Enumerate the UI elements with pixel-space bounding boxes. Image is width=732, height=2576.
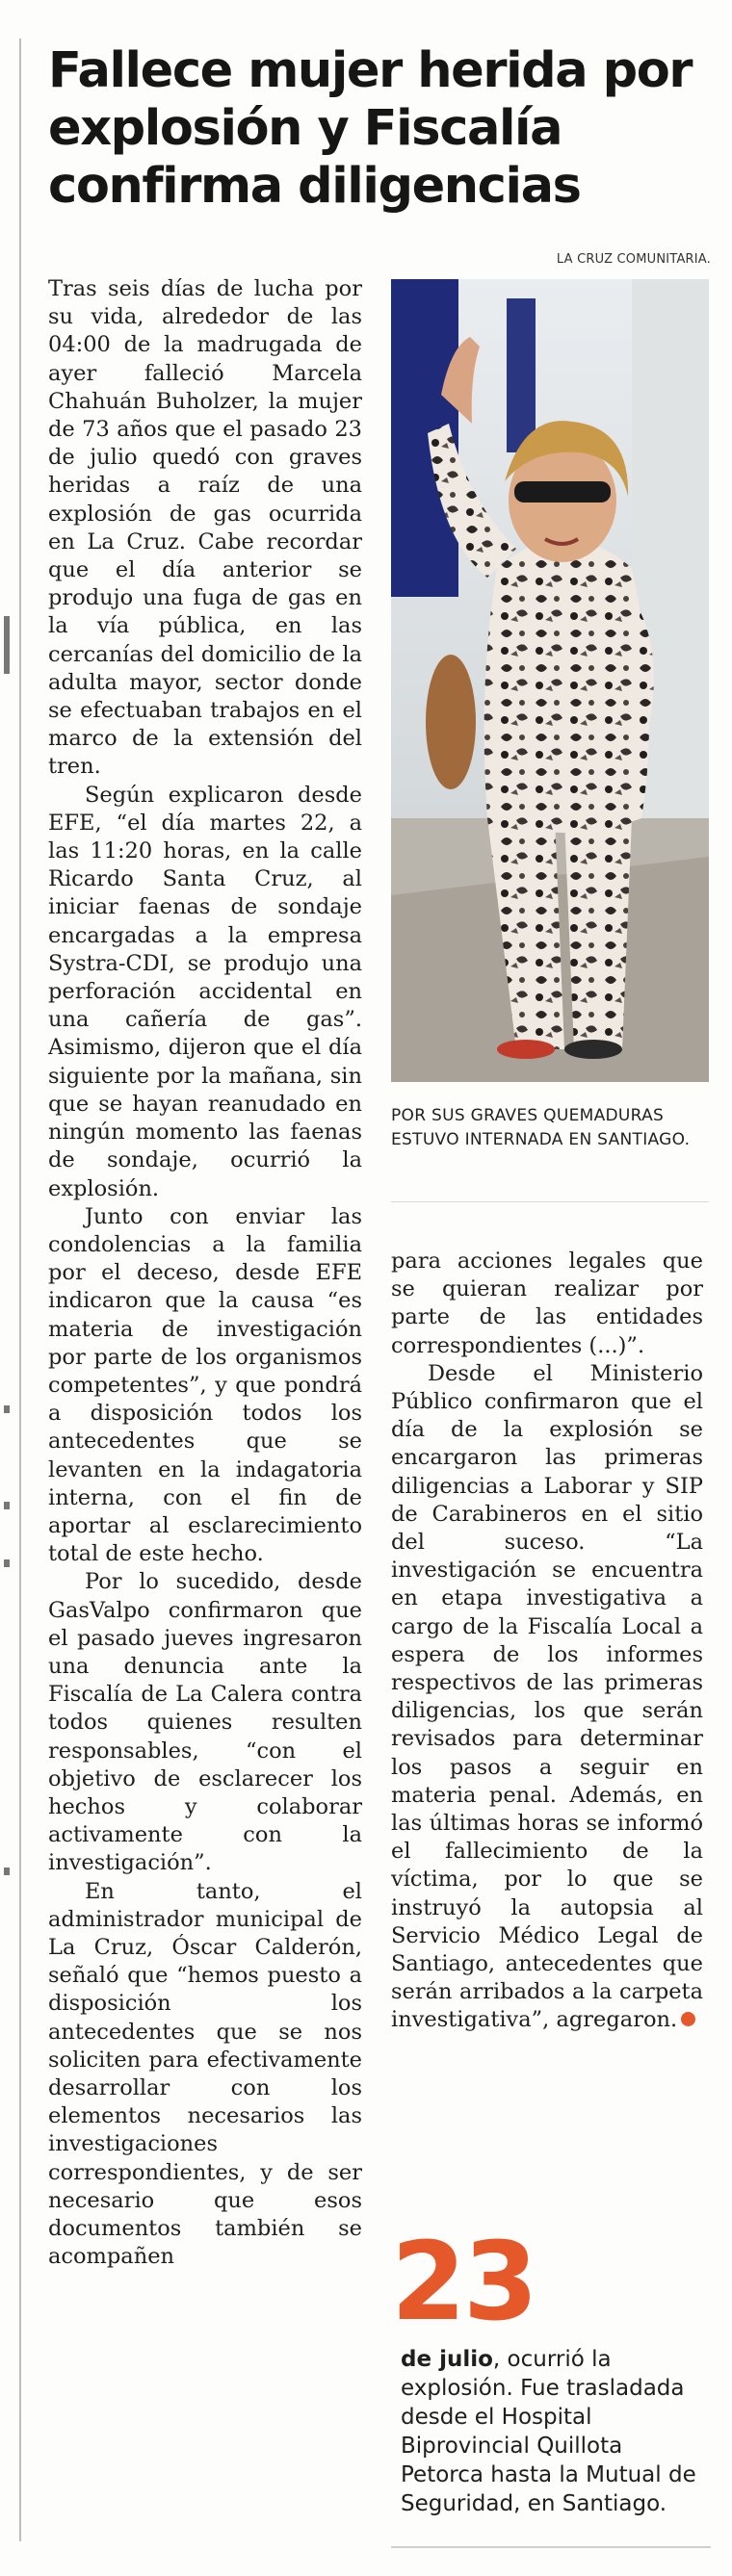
factbox-lead: de julio: [401, 2347, 493, 2372]
article-column-left: [48, 275, 362, 2271]
photo-credit: LA CRUZ COMUNITARIA.: [556, 252, 711, 267]
paragraph-3: Junto con enviar las condolencias a la familia por el deceso, desde EFE indicaron que la causa “es materia de investigación por parte de los organismos competentes”, y que pondrá a disposición todos los antecedentes que se levanten en la indagatoria interna, con el fin de aportar al esclarecimiento total de este hecho.: [48, 1203, 362, 1567]
paragraph-1: Tras seis días de lucha por su vida, alrededor de las 04:00 de la madrugada de ayer falleció Marcela Chahuán Buholzer, la mujer de 73 años que el pasado 23 de julio quedó con graves heridas a raíz de una explosión de gas ocurrida en La Cruz. Cabe recordar que el día anterior se produjo una fuga de gas en la vía pública, en las cercanías del domicilio de la adulta mayor, sector donde se efectuaban trabajos en el marco de la extensión del tren.: [48, 276, 362, 780]
adjacent-article-fragment: [4, 1405, 10, 1413]
paragraph-6-text: Desde el Ministerio Público confirmaron que el día de la explosión se encargaron las primeras diligencias a Laborar y SIP de Carabineros en el sitio del suceso. “La investigación se encuentra en etapa investigativa a cargo de la Fiscalía Local a espera de los informes respectivos de las primeras diligencias, los que serán revisados para determinar los pasos a seguir en materia penal. Además, en las últimas horas se informó el fallecimiento de la víctima, por lo que se instruyó la autopsia al Servicio Médico Legal de Santiago, antecedentes que serán arribados a la carpeta investigativa”, agregaron.: [391, 1360, 703, 2033]
adjacent-article-fragment: [4, 1868, 10, 1875]
photo-caption: POR SUS GRAVES QUEMADURAS ESTUVO INTERNADA EN SANTIAGO.: [391, 1106, 691, 1149]
orange-dot-end-icon: [681, 2012, 695, 2026]
adjacent-article-fragment: [4, 616, 10, 674]
adjacent-article-fragment: [4, 1502, 10, 1509]
article-photo: [391, 279, 709, 1082]
paragraph-5-continued: para acciones legales que se quieran realizar por parte de las entidades correspondientes (...)”.: [391, 1249, 703, 1358]
adjacent-article-fragment: [4, 1559, 10, 1567]
column-divider: [19, 39, 21, 2541]
caption-divider: [391, 1201, 709, 1202]
factbox-number: 23: [391, 2220, 536, 2345]
woman-waving-photo: [391, 279, 709, 1082]
article-column-right: [391, 1248, 703, 2035]
headline: Fallece mujer herida por explosión y Fiscalía confirma diligencias: [48, 42, 693, 215]
paragraph-2: Según explicaron desde EFE, “el día martes 22, a las 11:20 horas, en la calle Ricardo Santa Cruz, al iniciar faenas de sondaje encargadas a la empresa Systra-CDI, se produjo una perforación accidental en una cañería de gas”. Asimismo, dijeron que el día siguiente por la mañana, sin que se hayan reanudado en ningún momento las faenas de sondaje, ocurrió la explosión.: [48, 782, 362, 1201]
paragraph-5: En tanto, el administrador municipal de La Cruz, Óscar Calderón, señaló que “hemos puesto a disposición los antecedentes que se nos soliciten para efectivamente desarrollar con los elementos necesarios las investigaciones correspondientes, y de ser necesario que esos documentos también se acompañen: [48, 1878, 362, 2270]
factbox-bottom-rule: [391, 2546, 711, 2548]
paragraph-4: Por lo sucedido, desde GasValpo confirmaron que el pasado jueves ingresaron una denuncia ante la Fiscalía de La Calera contra todos quienes resulten responsables, “con el objetivo de esclarecer los hechos y colaborar activamente con la investigación”.: [48, 1569, 362, 1876]
paragraph-6: [391, 1360, 703, 2035]
factbox-body: , ocurrió la explosión. Fue trasladada desde el Hospital Biprovincial Quillota Petorca hasta la Mutual de Seguridad, en Santiago.: [401, 2347, 696, 2516]
factbox-text: [401, 2345, 707, 2518]
